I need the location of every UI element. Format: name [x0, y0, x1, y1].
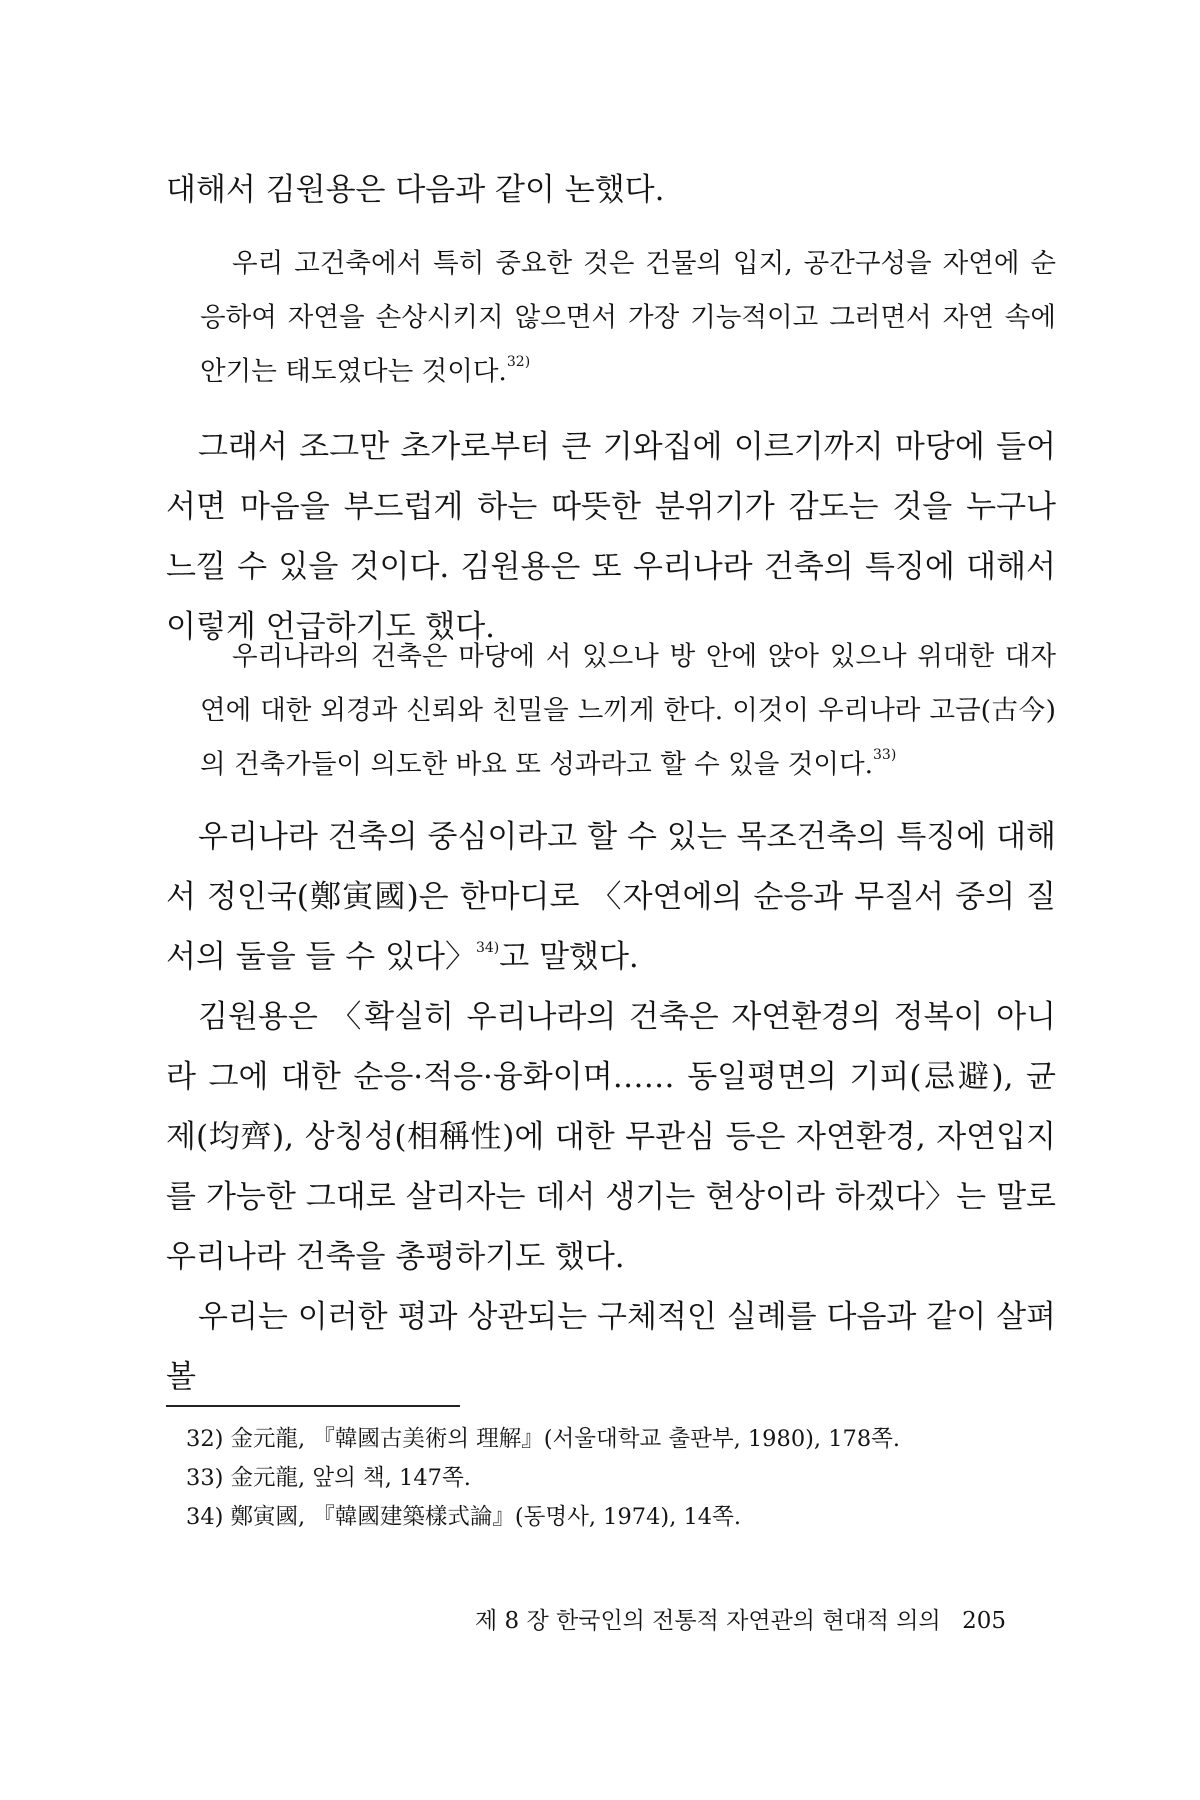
- paragraph-4: [166, 1287, 1056, 1407]
- paragraph-1-text: 그래서 조그만 초가로부터 큰 기와집에 이르기까지 마당에 들어서면 마음을 부드럽게 하는 따뜻한 분위기가 감도는 것을 누구나 느낄 수 있을 것이다. 김원용은 또 우리나라 건축의 특징에 대해서 이렇게 언급하기도 했다.: [166, 429, 1056, 645]
- paragraph-2-text-end: 고 말했다.: [499, 939, 639, 975]
- footnote-33: 33) 金元龍, 앞의 책, 147쪽.: [186, 1465, 471, 1491]
- paragraph-3-text: 김원용은 〈확실히 우리나라의 건축은 자연환경의 정복이 아니라 그에 대한 순응·적응·융화이며…… 동일평면의 기피(忌避), 균제(均齊), 상칭성(相稱性)에 대한 무관심 등은 자연환경, 자연입지를 가능한 그대로 살리자는 데서 생기는 현상이라 하겠다〉는 말로 우리나라 건축을 총평하기도 했다.: [166, 999, 1056, 1275]
- paragraph-4-text: 우리는 이러한 평과 상관되는 구체적인 실례를 다음과 같이 살펴볼: [166, 1299, 1056, 1395]
- block-quote-1-text: 우리 고건축에서 특히 중요한 것은 건물의 입지, 공간구성을 자연에 순응하여 자연을 손상시키지 않으면서 가장 기능적이고 그러면서 자연 속에 안기는 태도였다는 것이다.: [200, 248, 1056, 387]
- paragraph-intro-text: 대해서 김원용은 다음과 같이 논했다.: [166, 172, 665, 208]
- page-number: 205: [962, 1608, 1006, 1634]
- footnotes-list: [186, 1420, 1046, 1537]
- block-quote-2: [200, 630, 1056, 792]
- footnote-32: 32) 金元龍, 『韓國古美術의 理解』(서울대학교 출판부, 1980), 178쪽.: [186, 1426, 901, 1452]
- footnote-ref-33: 33): [873, 747, 897, 764]
- paragraph-intro: [166, 160, 1056, 220]
- paragraph-1: [166, 417, 1056, 657]
- paragraph-2-text: 우리나라 건축의 중심이라고 할 수 있는 목조건축의 특징에 대해서 정인국(鄭寅國)은 한마디로 〈자연에의 순응과 무질서 중의 질서의 둘을 들 수 있다〉: [166, 819, 1056, 975]
- footnote-34: 34) 鄭寅國, 『韓國建築樣式論』(동명사, 1974), 14쪽.: [186, 1504, 742, 1530]
- chapter-title: 제 8 장 한국인의 전통적 자연관의 현대적 의의: [475, 1608, 941, 1634]
- footnote-ref-32: 32): [506, 354, 531, 371]
- running-footer: [475, 1606, 1015, 1636]
- footnote-divider: [166, 1405, 460, 1407]
- paragraph-3: [166, 987, 1056, 1287]
- block-quote-2-text: 우리나라의 건축은 마당에 서 있으나 방 안에 앉아 있으나 위대한 대자연에 대한 외경과 신뢰와 친밀을 느끼게 한다. 이것이 우리나라 고금(古今)의 건축가들이 의도한 바요 또 성과라고 할 수 있을 것이다.: [200, 641, 1056, 780]
- footnote-ref-34: 34): [475, 939, 500, 956]
- block-quote-1: [200, 237, 1056, 399]
- paragraph-2: [166, 807, 1056, 987]
